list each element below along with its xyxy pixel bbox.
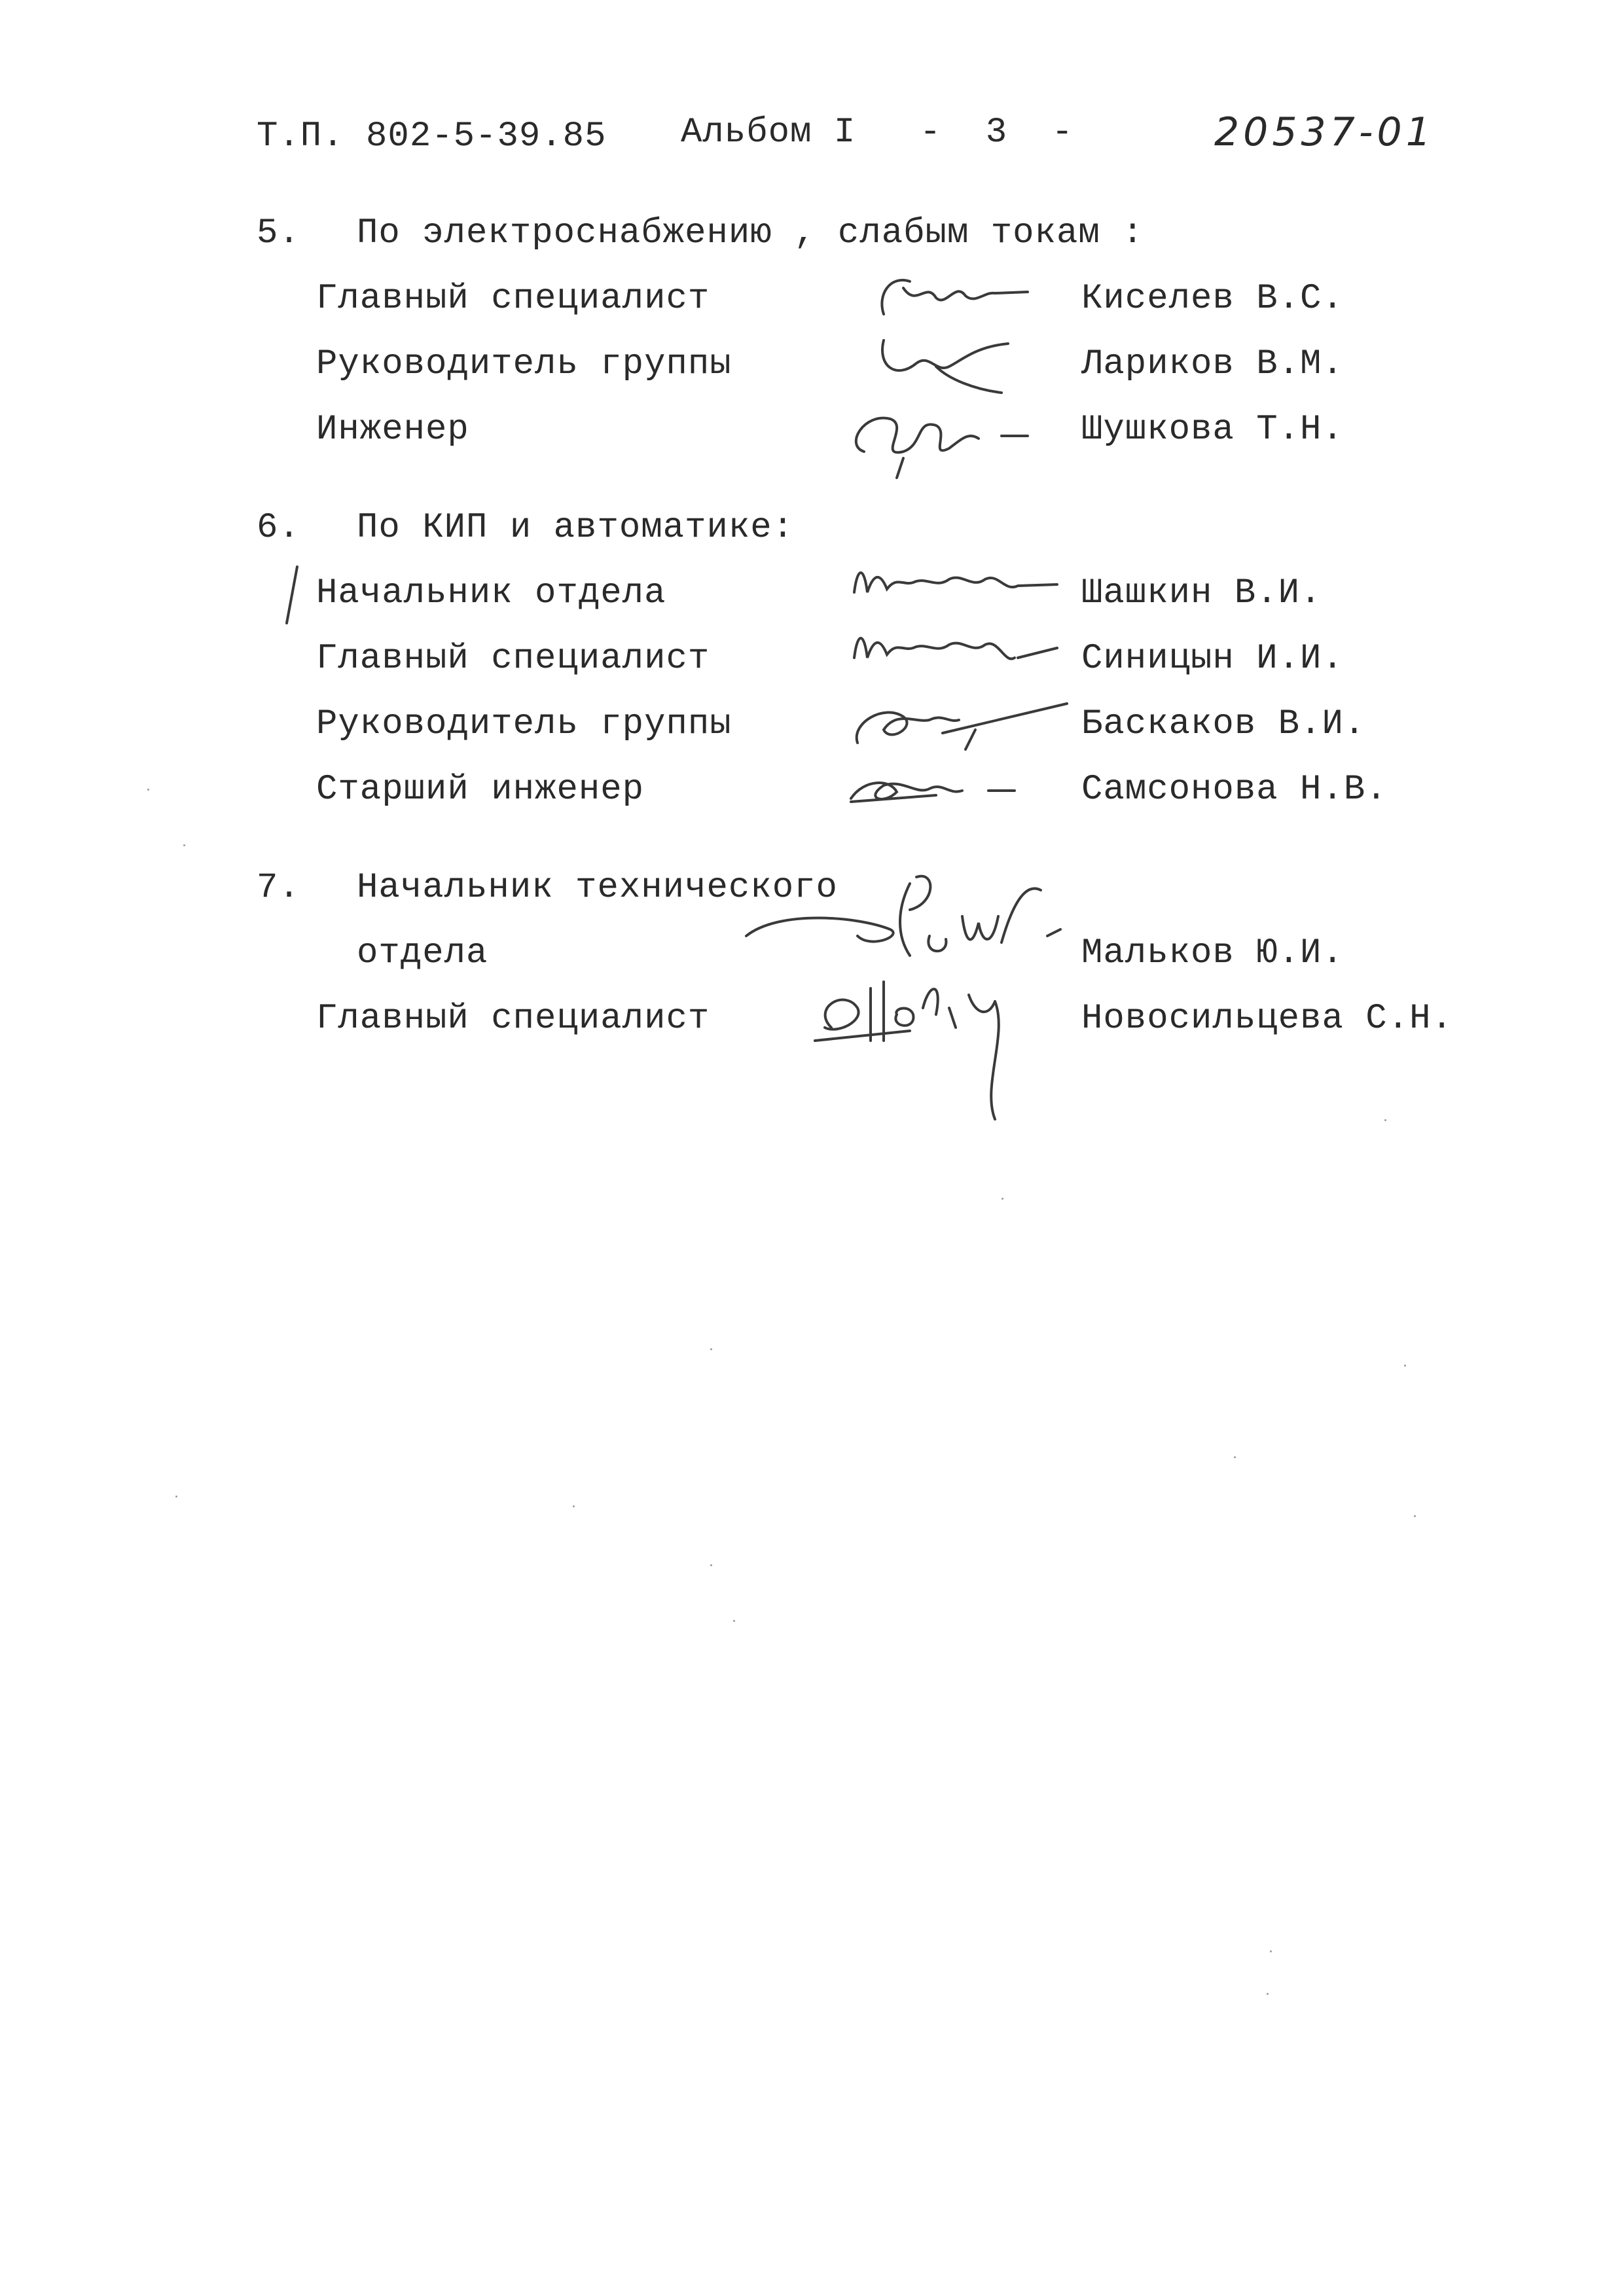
scan-speck — [710, 1348, 712, 1350]
signature-novosiltseva — [812, 969, 1087, 1136]
person-name: Самсонова Н.В. — [1081, 770, 1388, 810]
scan-speck — [1404, 1365, 1406, 1367]
album-label: Альбом I — [681, 113, 856, 152]
person-name: Синицын И.И. — [1081, 639, 1344, 679]
scan-speck — [1384, 1119, 1386, 1121]
document-code: 20537-01 — [1214, 109, 1435, 155]
person-name: Шашкин В.И. — [1081, 573, 1322, 613]
role-label: Старший инженер — [316, 770, 645, 810]
person-name: Киселев В.С. — [1081, 279, 1344, 319]
scan-speck — [573, 1505, 575, 1507]
section-6-number: 6. — [257, 508, 300, 548]
signature-shashkin — [841, 553, 1064, 615]
scan-speck — [175, 1496, 177, 1498]
section-7-title: Начальник технического — [357, 868, 838, 908]
person-name: Лариков В.М. — [1081, 344, 1344, 384]
section-5-title: По электроснабжению , слабым токам : — [357, 213, 1144, 253]
role-label: Начальник отдела — [316, 573, 666, 613]
signature-sinitsyn — [841, 619, 1064, 687]
signature-samsonova — [838, 759, 1034, 815]
margin-mark — [281, 563, 301, 632]
scan-speck — [1001, 1198, 1003, 1200]
scan-speck — [1234, 1456, 1236, 1458]
scan-speck — [1414, 1515, 1416, 1517]
role-label: Руководитель группы — [316, 704, 732, 744]
person-name: Баскаков В.И. — [1081, 704, 1366, 744]
scan-speck — [710, 1564, 712, 1566]
role-label: Главный специалист — [316, 999, 710, 1039]
scan-speck — [733, 1620, 735, 1622]
signature-shushkova — [838, 386, 1034, 488]
role-label: Главный специалист — [316, 639, 710, 679]
person-name: Мальков Ю.И. — [1081, 933, 1344, 973]
doc-reference: Т.П. 802-5-39.85 — [257, 117, 607, 156]
scan-speck — [1267, 1993, 1269, 1995]
role-label: Руководитель группы — [316, 344, 732, 384]
page-number: - 3 - — [920, 113, 1085, 152]
role-label: Инженер — [316, 410, 469, 450]
person-name: Шушкова Т.Н. — [1081, 410, 1344, 450]
section-6-title: По КИП и автоматике: — [357, 508, 795, 548]
signature-baskakov — [844, 684, 1067, 759]
signature-kiselev — [864, 268, 1034, 331]
scan-speck — [147, 789, 149, 791]
section-7-number: 7. — [257, 868, 300, 908]
scan-speck — [183, 844, 185, 846]
section-5-number: 5. — [257, 213, 300, 253]
role-label: Главный специалист — [316, 279, 710, 319]
scan-speck — [1270, 1950, 1272, 1952]
person-name: Новосильцева С.Н. — [1081, 999, 1453, 1039]
section-7-title-line2: отдела — [357, 933, 488, 973]
